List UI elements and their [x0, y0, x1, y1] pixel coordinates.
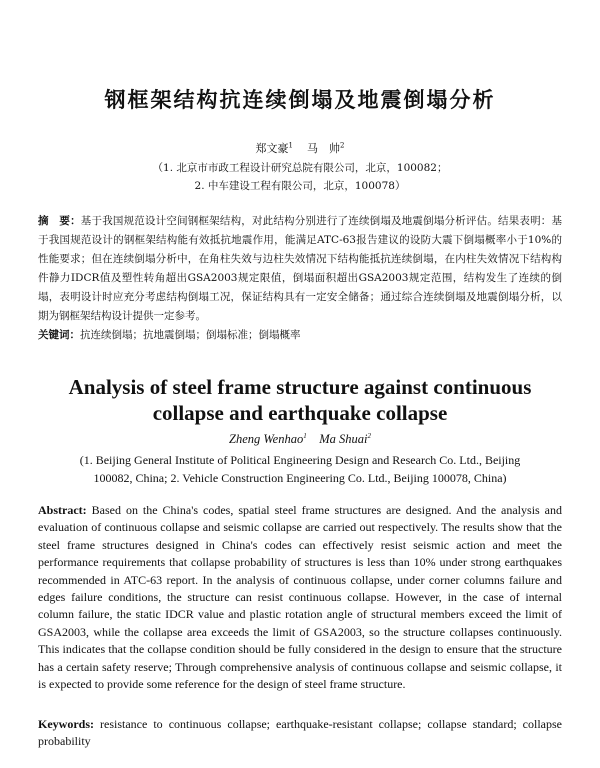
chinese-affiliation-2: 2. 中车建设工程有限公司，北京，100078） [194, 180, 406, 192]
chinese-abstract-label: 摘 要： [38, 215, 81, 227]
chinese-abstract [38, 212, 562, 326]
chinese-abstract-text: 基于我国规范设计空间钢框架结构，对此结构分别进行了连续倒塌及地震倒塌分析评估。结果表明：基于我国规范设计的钢框架结构能有效抵抗地震作用，能满足ATC-63报告建议的设防大震下倒塌概率小于10%的性能要求；但在连续倒塌分析中，在角柱失效与边柱失效情况下结构能抵抗连续倒塌，在内柱失效情况下结构构件静力IDCR值及塑性转角超出GSA2003规定限值，倒塌面积超出GSA2003规定范围，结构发生了连续的倒塌，表明设计时应充分考虑结构倒塌工况，保证结构具有一定安全储备；通过综合连续倒塌及地震倒塌分析，以期为钢框架结构设计提供一定参考。 [38, 215, 563, 322]
chinese-keywords-text: 抗连续倒塌；抗地震倒塌；倒塌标准；倒塌概率 [80, 329, 301, 341]
english-keywords-text: resistance to continuous collapse; earthquake-resistant collapse; collapse standard; collapse probability [38, 717, 562, 749]
english-keywords [38, 716, 562, 751]
chinese-author-2-mark: 2 [340, 141, 345, 150]
english-title-line-2: collapse and earthquake collapse [152, 401, 448, 425]
english-abstract-label: Abstract: [38, 503, 87, 517]
english-author-1-mark: 1 [303, 431, 307, 440]
chinese-title: 钢框架结构抗连续倒塌及地震倒塌分析 [104, 88, 496, 112]
english-title [0, 374, 600, 426]
english-author-2-mark: 2 [367, 431, 371, 440]
english-affiliation: (1. Beijing General Institute of Political Engineering Design and Research Co. Ltd., Beijing 100082, China; 2. Vehicle Construction Engineering Co. Ltd., Beijing 100078, China) [79, 453, 521, 485]
chinese-author-1: 郑文豪 [255, 142, 289, 155]
chinese-author-2: 马 帅 [307, 142, 340, 155]
english-author-2: Ma Shuai [319, 432, 368, 446]
chinese-keywords-label: 关键词： [38, 329, 80, 341]
english-abstract [38, 502, 562, 693]
english-title-line-1: Analysis of steel frame structure against continuous [68, 375, 532, 399]
chinese-author-1-mark: 1 [288, 141, 293, 150]
english-author-1: Zheng Wenhao [229, 432, 304, 446]
english-keywords-label: Keywords: [38, 717, 94, 731]
english-abstract-text: Based on the China's codes, spatial steel frame structures are designed. And the analysis and evaluation of continuous collapse and seismic collapse are carried out respectively. The results show that the steel frame structures designed in China's codes can effectively resist seismic action and meet the performance requirements that collapse probability of structures is less than 10% under strong earthquakes recommended in ATC-63 report. In the analysis of continuous collapse, under corner columns failure and edges failure conditions, the structure can resist continuous collapse. However, in the case of internal column failure, the static IDCR value and plastic rotation angle of structural members exceed the limit of GSA2003, while the collapse area exceeds the limit of GSA2003, so the structure collapses continuously. This indicates that the collapse condition should be fully considered in the design to ensure that the structure has a certain safety reserve; Through comprehensive analysis of continuous collapse and seismic collapse, it is expected to provide some reference for the design of steel frame structure. [38, 503, 562, 692]
chinese-keywords [38, 326, 562, 344]
chinese-affiliation-1: （1. 北京市市政工程设计研究总院有限公司，北京，100082； [152, 162, 448, 174]
chinese-authors [0, 140, 600, 156]
english-authors [0, 432, 600, 447]
